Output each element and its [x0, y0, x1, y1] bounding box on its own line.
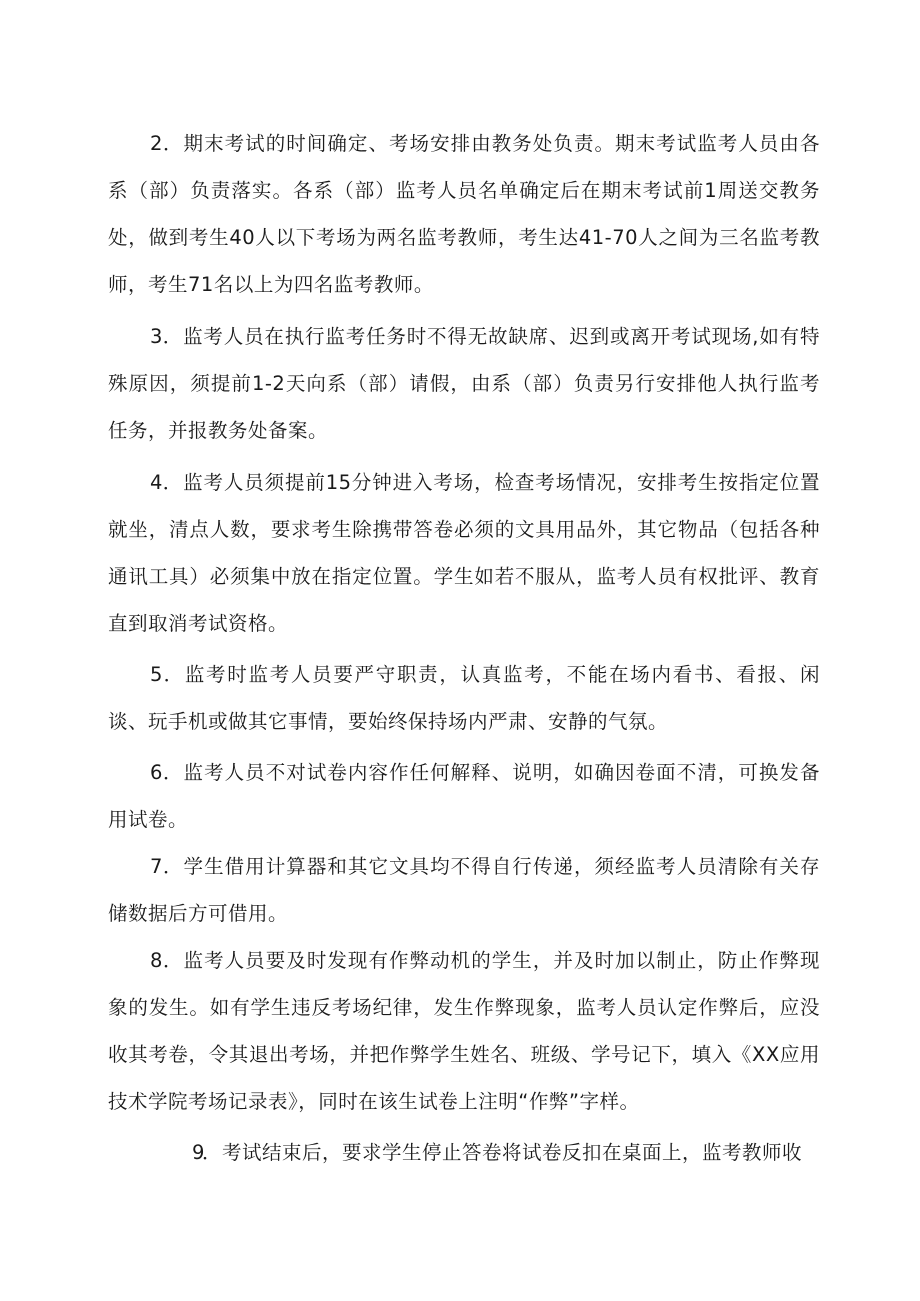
paragraph-6: [108, 749, 820, 843]
paragraph-number: 8: [150, 949, 163, 972]
paragraph-4: [108, 459, 820, 647]
paragraph-3: [108, 313, 820, 454]
paragraph-number: 5: [150, 663, 163, 686]
paragraph-5: [108, 651, 820, 745]
paragraph-number: 6: [150, 761, 163, 784]
paragraph-8: [108, 937, 820, 1125]
paragraph-text: ．监考人员要及时发现有作弊动机的学生，并及时加以制止，防止作弊现象的发生。如有学生违反考场纪律，发生作弊现象，监考人员认定作弊后，应没收其考卷，令其退出考场，并把作弊学生姓名、班级、学号记下，填入《XX应用技术学院考场记录表》，同时在该生试卷上注明“作弊”字样。: [108, 949, 820, 1113]
paragraph-9: [108, 1129, 820, 1176]
paragraph-number: 7: [150, 855, 163, 878]
paragraph-text: ．监考人员在执行监考任务时不得无故缺席、迟到或离开考试现场,如有特殊原因，须提前1-2天向系（部）请假，由系（部）负责另行安排他人执行监考任务，并报教务处备案。: [108, 325, 820, 442]
paragraph-text: ．学生借用计算器和其它文具均不得自行传递，须经监考人员清除有关存储数据后方可借用。: [108, 855, 820, 925]
paragraph-7: [108, 843, 820, 937]
paragraph-number: 3: [150, 325, 163, 348]
paragraph-number: 2: [150, 132, 163, 155]
paragraph-text: ．监考人员不对试卷内容作任何解释、说明，如确因卷面不清，可换发备用试卷。: [108, 761, 820, 831]
paragraph-text: ．监考时监考人员要严守职责，认真监考，不能在场内看书、看报、闲谈、玩手机或做其它事情，要始终保持场内严肃、安静的气氛。: [108, 663, 820, 733]
paragraph-2: [108, 120, 820, 308]
paragraph-number: 4: [150, 471, 163, 494]
paragraph-number: 9: [192, 1141, 205, 1164]
paragraph-text: ．考试结束后，要求学生停止答卷将试卷反扣在桌面上，监考教师收: [202, 1141, 803, 1164]
paragraph-text: ．期末考试的时间确定、考场安排由教务处负责。期末考试监考人员由各系（部）负责落实。各系（部）监考人员名单确定后在期末考试前1周送交教务处，做到考生40人以下考场为两名监考教师，考生达41-70人之间为三名监考教师，考生71名以上为四名监考教师。: [108, 132, 820, 296]
paragraph-text: ．监考人员须提前15分钟进入考场，检查考场情况，安排考生按指定位置就坐，清点人数，要求考生除携带答卷必须的文具用品外，其它物品（包括各种通讯工具）必须集中放在指定位置。学生如若不服从，监考人员有权批评、教育直到取消考试资格。: [108, 471, 820, 635]
